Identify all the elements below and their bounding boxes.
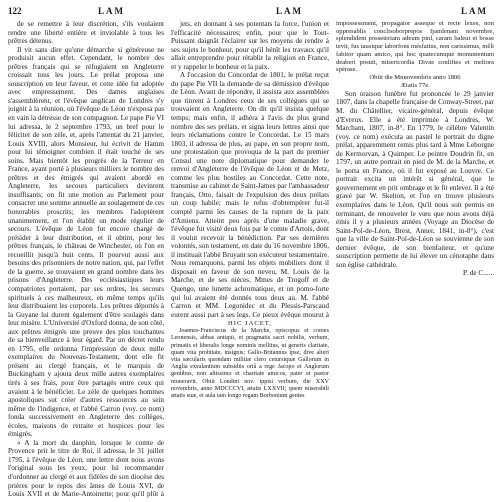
page-header	[8, 6, 492, 20]
epitaph-continuation-text: impossessment, propagator asseque et recte lexes, non oppresablis conclisoborprepos Ijamlenam novembre, splendidem posseteriam adeum pinl, caram baleut et bosse tevit, fus tausique laborfons mésfaitus, non carissimus, mêli fabitor quam amico, qui hoc quatecumque monumentum deaberi posuit, misericordia Divae conliftes et meliora spérase.	[336, 20, 494, 74]
epitaph-text: Joannes-Franciscus de la Marche, episcopus et comes Leonensis, abbas antiqui, et pragmatis sacri nobilis, verbum, primatis et liberalis longe nominis mellitus, ut generis claritate, quam vita probitate, insignis; Gallo-Britannus ipse; dive alteri vita sæcularis quondam militiæ clero cetursiquæ Gallorum in Anglia exsulantium subsidiis oriâ a rege Jacopo et Anglorum gentibus, non altissimo et charitate amicos, pater et pastor muneravit. Obiit Londini nov. ippisi verbum, die XXV novembris, anno MDCCCVI, ætatis LXXVII; quem miserabili ætatis suæ, et aula tam longo regam Borbonium gentes	[171, 328, 329, 400]
running-head-right: LAM	[461, 6, 488, 16]
paragraph: « A la mort du dauphin, lorsque le comte de Provence prit le titre de Roi, il adressa, le 31 juillet 1795, à l'évêque de Léon, une lettre dont nous avons l'original sous les yeux, pour lui recommander d'ordonner au clergé et aux fidèles de son diocèse des prières pour le repos des âmes de Louis XVI, de Louis XVII et de Marie-Antoinette; pour qu'il plût à	[8, 438, 164, 498]
epitaph-continuation	[336, 20, 494, 74]
running-head-left: LAM	[98, 6, 125, 16]
text-column-right	[336, 20, 494, 498]
epitaph-title: HIC JACET,	[228, 320, 272, 327]
epitaph-block	[171, 320, 329, 494]
paragraph: Son oraison funèbre fut prononcée le 29 janvier 1807, dans la chapelle française de Conway-Street, par M. du Châtellier, vicaire-général, depuis évêque d'Evreux. Elle a été imprimée à Londres, W. Marchant, 1807, in-8°. En 1779, le célèbre Valentin (voy. ce nom) exécuta au pastel le portrait du digne prélat, apparemment remis plus tard à Mme Leborgne de Kermorvan, à Quimper. Le peintre Doudrin fit, en 1797, un autre portrait en pied de M. de la Marche, et le porta en France, où il fut exposé au Louvre. Ce portrait excita un intérêt si général, que le gouvernement en prit ombrage et le fit enlever. Il a été gravé par W. Skelton, et l'on en trouve plusieurs exemplaires dans le Léon. Qu'il nous soit permis en terminant, de renouveler le vœu que nous avons déjà émis il y a plusieurs années (Voyage au Diocèse de Saint-Pol-de-Léon, Brest, Anner, 1841, in-8°), c'est que la ville de Saint-Pol-de-Léon se souvienne de son dernier évêque, de son bienfaiteur, et qu'une souscription permette de lui élever un cénotaphe dans son église cathédrale.	[336, 89, 494, 269]
paragraph: A l'occasion du Concordat de 1801, le prélat reçut du pape Pie VII la demande de sa démission d'évêque de Léon. Avant de répondre, il assista aux assemblées que tinrent à Londres ceux de ses collègues qui se trouvaient en Angleterre. On dit qu'il insista quelque temps; mais enfin, il adhéra à l'avis du plus grand nombre des ses prélats, et signa leurs lettres ainsi que leurs réclamations contre le Concordat. Le 15 mars 1803, il adressa de plus, au pape, en son propre nom, une protestation que provoqua de la part du premier Consul une note diplomatique pour demander le renvoi d'Angleterre de l'évêque de Léon et de Metz, comme les plus hostiles au Concordat. Cette note, transmise au cabinet de Saint-James par l'ambassadeur français, Otto, faisait de l'expulsion des deux prélats un coup habile; mais le refus d'obtempérer fut-il compté parmi les causes de la rupture de la paix d'Amiens. Atteint peu après d'une maladie grave, l'évêque fut visité deux fois par le comte d'Artois, dont il voulut recevoir la bénédiction. Par ses dernières volontés, son testament, en date du 16 novembre 1806, il instituait l'abbé Bruyant son exécuteur testamentaire. Nous remarquons, parmi les objets mobiliers dont il disposait en faveur de son neveu, M. Louis de la Marche, et de ses nièces, Mmes de Trogoff et de Quengo, une lunette achromatique, et un pomo-forte qui lui avaient été donnés tous deux au. M. l'abbé Carron et MM. Legonidec et du Plessis-Parscaud eurent aussi part à ses legs. Ce pieux évêque mourut à	[171, 71, 329, 318]
text-column-middle	[171, 20, 329, 318]
running-head-center: LAM	[276, 6, 303, 16]
paragraph: jets, en donnant à ses potentats la force, l'union et l'efficacité nécessaires; enfin, pour que le Tout-Puissant daignât l'éclairer sur les moyens de rendre à ses sujets le bonheur, pour qu'il bénît les travaux qu'il allait entreprendre pour rétablir la religion en France, et y rappeler le bonheur et la paix.	[171, 20, 329, 71]
paragraph: Il vit sans dire qu'une démarche si généreuse ne produisit aucun effet. Cependant, le nombre des prêtres français qui se réfugiaient en Angleterre croissait tous les jours. Le prélat proposa une souscription en leur faveur, et cette idée fut adoptée avec empressement. Des dames anglaises s'assemblèrent, et l'évêque anglican de Londres s'y joignit à la réunion, où l'évêque de Léon n'exposa pas en vain la détresse de son compagnon. Le pape Pie VI lui adressa, le 2 septembre 1793, un bref pour le féliciter de son zèle, et, après l'attentat du 21 janvier, Louis XVIII, alors Monsieur, lui écrivit de Hamm pour lui témoigner combien il était touché de ses soins. Mais bientôt les progrès de la Terreur en France, ayant porté à plusieurs milliers le nombre des prêtres et des émigrés qui avaient abordé en Angleterre, les secours particuliers devinrent insuffisants; on fit une motion au Parlement pour consacrer une somme annuelle au soulagement de ces honorables proscrits; les membres l'adoptèrent unanimement, et l'on établit un mode régulier de secours. L'évêque de Léon fut encore chargé de présider à leur distribution, et il obtint, pour les prêtres français, le château de Winchester, où l'on en recueillit jusqu'à huit cents. Il pourvut aussi aux besoins des prisonniers de notre nation, qui, par l'effet de la guerre, se trouvaient en grand nombre dans les prisons d'Angleterre. Des ecclésiastiques leurs compatriotes portaient, par ses ordres, les secours spirituels à ces malheureux, en même temps qu'ils leur distribuaient les corporels. Les prêtres déportés à la Guyane lui durent également d'être soulagés dans leur misère. L'Université d'Oxford donna, de son côté, aux prêtres émigrés une preuve des plus touchantes de sa bienveillance à leur égard. Par un décret rendu en 1795, elle ordonna l'impression de deux mille exemplaires du Nouveau-Testament, dont elle fit présent au clergé français, et le marquis de Buckingham y ajouta deux mille autres exemplaires tirés à ses frais, pour être partagés entre ceux qui avaient à le bénéficier. Le zèle de quelques hommes apostoliques sut créer d'autres ressources au sein même de l'indigence, et l'abbé Carron (voy. ce nom) fonda successivement en Angleterre des collèges, écoles, maisons de retraite et hospices pour les émigrés.	[8, 45, 164, 439]
author-signature: P. de C......	[463, 269, 494, 278]
page-number: 122	[8, 6, 22, 16]
obit-line: Obiit die Mnnovembris anno 1806	[369, 73, 461, 81]
paragraph: de se remettre à leur discrétion, s'ils voulaient rendre une liberté entière et inviolable à tous les prêtres détenus.	[8, 20, 164, 46]
age-line: Ætatis 77e.	[400, 81, 430, 89]
text-column-left	[8, 20, 164, 498]
